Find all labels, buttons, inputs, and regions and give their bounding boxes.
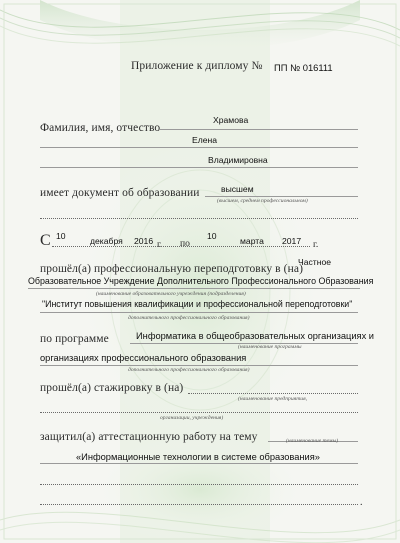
thesis-label: защитил(а) аттестационную работу на тему	[40, 431, 258, 443]
program-label: по программе	[40, 333, 109, 345]
supplement-header: Приложение к диплому №	[131, 60, 263, 72]
unit-line	[40, 312, 358, 313]
date-from-day: 10	[56, 231, 66, 241]
retraining-institution-line2: Образовательное Учреждение Дополнительного Профессионального Образования	[28, 276, 374, 286]
date-to-year-suffix: г.	[313, 239, 319, 250]
date-from-year: 2016	[134, 236, 154, 246]
internship-dots-1	[188, 393, 358, 394]
thesis-dots-2	[40, 504, 358, 505]
surname-value: Храмова	[213, 115, 249, 125]
thesis-end-dot: .	[360, 497, 363, 508]
program-hint: (наименование программы	[238, 344, 302, 350]
education-level-value: высшем	[221, 184, 254, 194]
fio-label: Фамилия, имя, отчество	[40, 122, 161, 134]
program-unit-hint: дополнительного профессионального образования)	[128, 367, 250, 373]
education-doc-label: имеет документ об образовании	[40, 187, 200, 199]
internship-org2-hint: организации, учреждения)	[160, 415, 224, 421]
institution-hint: (наименование образовательного учреждения (подразделения)	[96, 291, 246, 297]
program-line-2	[40, 365, 358, 366]
date-to-month: марта	[240, 236, 264, 246]
retraining-institution-line1: Частное	[298, 257, 332, 267]
thesis-dots-1	[40, 484, 358, 485]
thesis-line-2	[40, 463, 358, 464]
internship-dots-2	[40, 412, 358, 413]
fio-line-3	[40, 167, 358, 168]
date-from-year-suffix: г.	[157, 239, 163, 250]
retraining-unit: "Институт повышения квалификации и профессиональной переподготовки"	[42, 299, 353, 309]
date-to-year: 2017	[282, 236, 302, 246]
education-hint: (высшем, среднем профессиональном)	[217, 198, 308, 204]
date-from-month: декабря	[90, 236, 123, 246]
diploma-number: ПП № 016111	[274, 62, 333, 73]
retraining-label: прошёл(а) профессиональную переподготовку в (на)	[40, 263, 304, 275]
thesis-hint: (наименование темы)	[286, 438, 339, 444]
fio-line-1	[160, 129, 358, 130]
education-line	[205, 196, 358, 197]
first-name-value: Елена	[192, 135, 218, 145]
internship-org-hint: (наименование предприятия,	[238, 396, 308, 402]
unit-hint: дополнительного профессионального образования)	[128, 315, 250, 321]
internship-label: прошёл(а) стажировку в (на)	[40, 382, 184, 394]
date-to-prefix: по	[180, 238, 190, 249]
fio-line-2	[40, 147, 358, 148]
program-name-line1: Информатика в общеобразовательных организациях и	[136, 331, 375, 341]
institution-line	[28, 288, 360, 289]
thesis-topic: «Информационные технологии в системе образования»	[76, 452, 320, 462]
patronymic-value: Владимировна	[208, 155, 268, 165]
program-name-line2: организациях профессионального образования	[40, 353, 247, 363]
date-to-day: 10	[207, 231, 217, 241]
date-from-prefix: С	[40, 232, 51, 249]
education-dots	[40, 218, 358, 219]
dates-dots	[52, 246, 310, 247]
